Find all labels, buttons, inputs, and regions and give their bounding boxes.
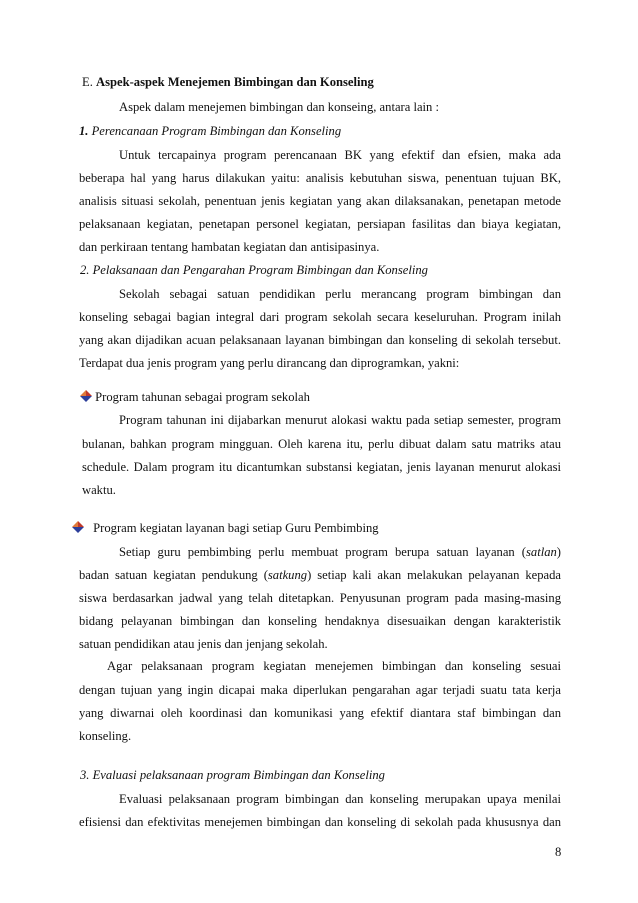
paragraph-line: pelaksanaan kegiatan, penetapan personel kegiatan, persiapan fasilitas dan biaya kegiatan, [79, 217, 561, 231]
bullet-item-1 [80, 390, 310, 404]
paragraph-line: bulanan, bahkan program mingguan. Oleh karena itu, perlu dibuat dalam satu matriks atau [82, 437, 561, 451]
paragraph-line: yang diwarnai oleh koordinasi dan komunikasi yang efektif diantara staf bimbingan dan [79, 706, 561, 720]
bullet1-title: Program tahunan sebagai program sekolah [95, 390, 310, 404]
section3-heading: 3. Evaluasi pelaksanaan program Bimbingan dan Konseling [80, 768, 385, 782]
paragraph-line: siswa berdasarkan jadwal yang telah ditetapkan. Penyusunan program pada masing-masing [79, 591, 561, 605]
paragraph-line: konseling. [79, 729, 132, 743]
paragraph-line: beberapa hal yang harus dilakukan yaitu: analisis kebutuhan siswa, penentuan tujuan BK, [79, 171, 561, 185]
section1-number: 1. [79, 124, 89, 138]
intro-text: Aspek dalam menejemen bimbingan dan konseing, antara lain : [119, 100, 439, 114]
section2-heading: 2. Pelaksanaan dan Pengarahan Program Bimbingan dan Konseling [80, 263, 428, 277]
paragraph-line: konseling sebagai bagian integral dari program sekolah secara keseluruhan. Program inilah [79, 310, 561, 324]
paragraph-line: schedule. Dalam program itu dicantumkan substansi kegiatan, jenis layanan menurut alokasi [82, 460, 561, 474]
paragraph-line: dan perkiraan tentang hambatan kegiatan dan antisipasinya. [79, 240, 380, 254]
paragraph-line: waktu. [82, 483, 116, 497]
paragraph-line: bidang pelayanan bimbingan dan konseling hendaknya disesuaikan dengan karakteristik [79, 614, 561, 628]
bullet2-title: Program kegiatan layanan bagi setiap Guru Pembimbing [93, 521, 379, 535]
paragraph-line: analisis situasi sekolah, penentuan jenis kegiatan yang akan dilaksanakan, penetapan metode [79, 194, 561, 208]
page-number: 8 [555, 845, 562, 859]
section-heading-e [82, 76, 374, 89]
bullet-icon [80, 390, 92, 402]
paragraph-line: dengan tujuan yang ingin dicapai maka diperlukan pengarahan agar terjadi suatu tata kerja [79, 683, 561, 697]
bullet-icon [72, 521, 84, 533]
section1-heading [79, 125, 341, 138]
paragraph-line: Sekolah sebagai satuan pendidikan perlu merancang program bimbingan dan [119, 287, 561, 301]
heading-title: Aspek-aspek Menejemen Bimbingan dan Konseling [96, 75, 374, 89]
paragraph-line: Evaluasi pelaksanaan program bimbingan dan konseling merupakan upaya menilai [119, 792, 561, 806]
bullet-item-2 [72, 521, 379, 535]
paragraph-line: yang akan dijadikan acuan pelaksanaan layanan bimbingan dan konseling di sekolah tersebut. [79, 333, 561, 347]
section1-title: Perencanaan Program Bimbingan dan Konseling [91, 124, 342, 138]
heading-prefix: E. [82, 75, 93, 89]
paragraph-line: efisiensi dan efektivitas menejemen bimbingan dan konseling di sekolah pada khususnya dan [79, 815, 561, 829]
paragraph-line: Setiap guru pembimbing perlu membuat program berupa satuan layanan (satlan) [119, 545, 561, 559]
paragraph-line: satuan pendidikan atau jenis dan jenjang sekolah. [79, 637, 328, 651]
paragraph-line: badan satuan kegiatan pendukung (satkung) setiap kali akan melakukan pelayanan kepada [79, 568, 561, 582]
paragraph-line: Terdapat dua jenis program yang perlu dirancang dan diprogramkan, yakni: [79, 356, 460, 370]
paragraph-line: Untuk tercapainya program perencanaan BK yang efektif dan efsien, maka ada [119, 148, 561, 162]
paragraph-line: Program tahunan ini dijabarkan menurut alokasi waktu pada setiap semester, program [119, 413, 561, 427]
paragraph-line: Agar pelaksanaan program kegiatan menejemen bimbingan dan konseling sesuai [107, 659, 561, 673]
